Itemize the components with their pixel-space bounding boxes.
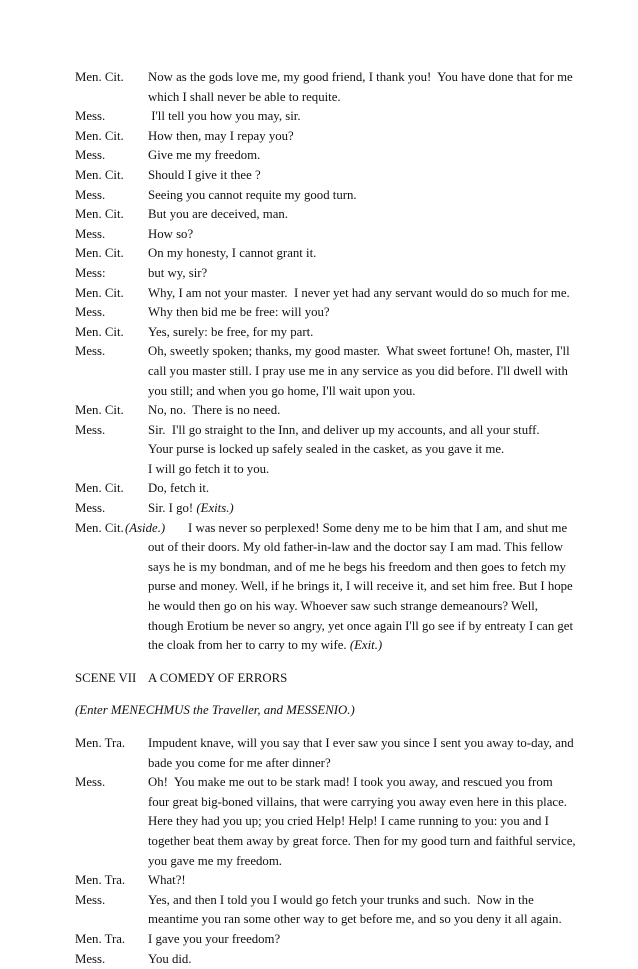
speech-line: Impudent knave, will you say that I ever saw you since I sent you away to-day, and xyxy=(148,736,574,750)
speech-line: I'll tell you how you may, sir. xyxy=(148,109,301,124)
aside-speech xyxy=(75,519,575,656)
play-text xyxy=(75,68,575,969)
speech-line: together beat them away by great force. Then for my good turn and faithful service, xyxy=(148,833,576,848)
speaker: Men. Cit. xyxy=(75,481,124,496)
speaker: Men. Cit. xyxy=(75,207,124,222)
speaker: Mess. xyxy=(75,951,106,966)
dialogue-line xyxy=(75,303,575,323)
dialogue-line xyxy=(75,166,575,186)
dialogue-line xyxy=(75,891,575,930)
speech-line: but wy, sir? xyxy=(148,265,208,280)
dialogue-line xyxy=(75,225,575,245)
speaker: Men. Cit. xyxy=(75,520,124,535)
dialogue-line xyxy=(75,734,575,773)
speech-line: Give me my freedom. xyxy=(148,148,261,163)
speech-line: bade you come for me after dinner? xyxy=(148,755,331,770)
scene-title: A COMEDY OF ERRORS xyxy=(148,670,288,685)
dialogue-line xyxy=(75,773,575,871)
dialogue-line xyxy=(75,107,575,127)
dialogue-line xyxy=(75,186,575,206)
speech-line: out of their doors. My old father-in-law and the doctor say I am mad. This fellow xyxy=(148,540,563,555)
dialogue-line xyxy=(75,284,575,304)
speaker: Men. Tra. xyxy=(75,873,126,888)
speaker: Men. Cit. xyxy=(75,128,124,143)
speaker: Men. Tra. xyxy=(75,931,126,946)
speaker: Men. Cit. xyxy=(75,246,124,261)
dialogue-line xyxy=(75,205,575,225)
speech-line: What?! xyxy=(148,873,186,888)
speaker: Mess. xyxy=(75,344,106,359)
dialogue-line xyxy=(75,479,575,499)
speech-line: which I shall never be able to requite. xyxy=(148,89,341,104)
speech-line: Your purse is locked up safely sealed in the casket, as you gave it me. xyxy=(148,442,505,457)
dialogue-line xyxy=(75,950,575,969)
dialogue-line xyxy=(75,401,575,421)
speech-line: purse and money. Well, if he brings it, I will receive it, and set him free. But I hope xyxy=(148,579,573,594)
stage-direction: (Enter MENECHMUS the Traveller, and MESSENIO.) xyxy=(75,703,355,718)
speech-line: I was never so perplexed! Some deny me to be him that I am, and shut me xyxy=(188,520,568,535)
speech-line: though Erotium be never so angry, yet once again I'll go see if by entreaty I can get xyxy=(148,618,574,633)
speech-line: No, no. There is no need. xyxy=(148,403,281,418)
speech-line: How then, may I repay you? xyxy=(148,128,294,143)
speaker: Men. Cit. xyxy=(75,70,124,84)
dialogue-line xyxy=(75,244,575,264)
speaker: Men. Tra. xyxy=(75,736,126,750)
speaker: Men. Cit. xyxy=(75,167,124,182)
speech-line: Why, I am not your master. I never yet had any servant would do so much for me. xyxy=(148,285,570,300)
speech-line: Sir. I'll go straight to the Inn, and deliver up my accounts, and all your stuff. xyxy=(148,422,540,437)
speaker: Mess. xyxy=(75,775,106,790)
speech-line: Oh, sweetly spoken; thanks, my good master. What sweet fortune! Oh, master, I'll xyxy=(148,344,570,359)
dialogue-line xyxy=(75,342,575,401)
speech-line: says he is my bondman, and of me he begs his freedom and then goes to fetch my xyxy=(148,559,566,574)
speaker: Mess. xyxy=(75,305,106,320)
stage-direction-exit: (Exit.) xyxy=(349,638,383,653)
speaker: Mess. xyxy=(75,892,106,907)
dialogue-line xyxy=(75,146,575,166)
speaker: Mess. xyxy=(75,422,106,437)
speech-line: Oh! You make me out to be stark mad! I took you away, and rescued you from xyxy=(148,775,553,790)
dialogue-line xyxy=(75,930,575,950)
speaker: Mess. xyxy=(75,501,106,516)
dialogue-line-exit xyxy=(75,499,575,519)
speech-line: Should I give it thee ? xyxy=(148,167,261,182)
dialogue-block-1 xyxy=(75,68,575,499)
stage-direction-exit: (Exits.) xyxy=(196,501,234,516)
speech-line: Do, fetch it. xyxy=(148,481,210,496)
speech-line: Yes, and then I told you I would go fetch your trunks and such. Now in the xyxy=(148,892,534,907)
speech-line: Why then bid me be free: will you? xyxy=(148,305,330,320)
scene-number: SCENE VII xyxy=(75,670,137,685)
speech-line: call you master still. I pray use me in any service as you did before. I'll dwell with xyxy=(148,363,568,378)
speech-line: the cloak from her to carry to my wife. xyxy=(148,638,350,653)
speech-line: Seeing you cannot requite my good turn. xyxy=(148,187,357,202)
speech-line: On my honesty, I cannot grant it. xyxy=(148,246,317,261)
speech-line: you still; and when you go home, I'll wait upon you. xyxy=(148,383,416,398)
speech-line: But you are deceived, man. xyxy=(148,207,289,222)
speaker: Mess. xyxy=(75,187,106,202)
dialogue-line xyxy=(75,323,575,343)
speech-line: he would then go on his way. Whoever saw such strange demeanours? Well, xyxy=(148,599,539,614)
speech-line: I will go fetch it to you. xyxy=(148,461,270,476)
speech-line: four great big-boned villains, that were carrying you away even here in this place. xyxy=(148,794,567,809)
speech-line: How so? xyxy=(148,226,194,241)
dialogue-line xyxy=(75,264,575,284)
speech-line: Now as the gods love me, my good friend, I thank you! You have done that for me xyxy=(148,70,573,84)
dialogue-line xyxy=(75,421,575,480)
speaker: Men. Cit. xyxy=(75,403,124,418)
dialogue-line xyxy=(75,127,575,147)
aside-direction: (Aside.) xyxy=(125,520,166,535)
speech-line: You did. xyxy=(148,951,192,966)
speech-line: you gave me my freedom. xyxy=(148,853,282,868)
speaker: Mess. xyxy=(75,148,106,163)
speaker: Mess. xyxy=(75,226,106,241)
dialogue-block-2 xyxy=(75,734,575,969)
speaker: Men. Cit. xyxy=(75,324,124,339)
speech-line: I gave you your freedom? xyxy=(148,931,281,946)
speech-line: Yes, surely: be free, for my part. xyxy=(148,324,314,339)
speech-text: Sir. I go! xyxy=(148,501,197,516)
dialogue-line xyxy=(75,68,575,107)
speaker: Mess. xyxy=(75,109,106,124)
speech-line: meantime you ran some other way to get before me, and so you deny it all again. xyxy=(148,912,562,927)
speaker: Mess: xyxy=(75,265,106,280)
speech-line: Here they had you up; you cried Help! Help! I came running to you: you and I xyxy=(148,814,549,829)
dialogue-line xyxy=(75,871,575,891)
scene-heading xyxy=(75,669,575,689)
speaker: Men. Cit. xyxy=(75,285,124,300)
